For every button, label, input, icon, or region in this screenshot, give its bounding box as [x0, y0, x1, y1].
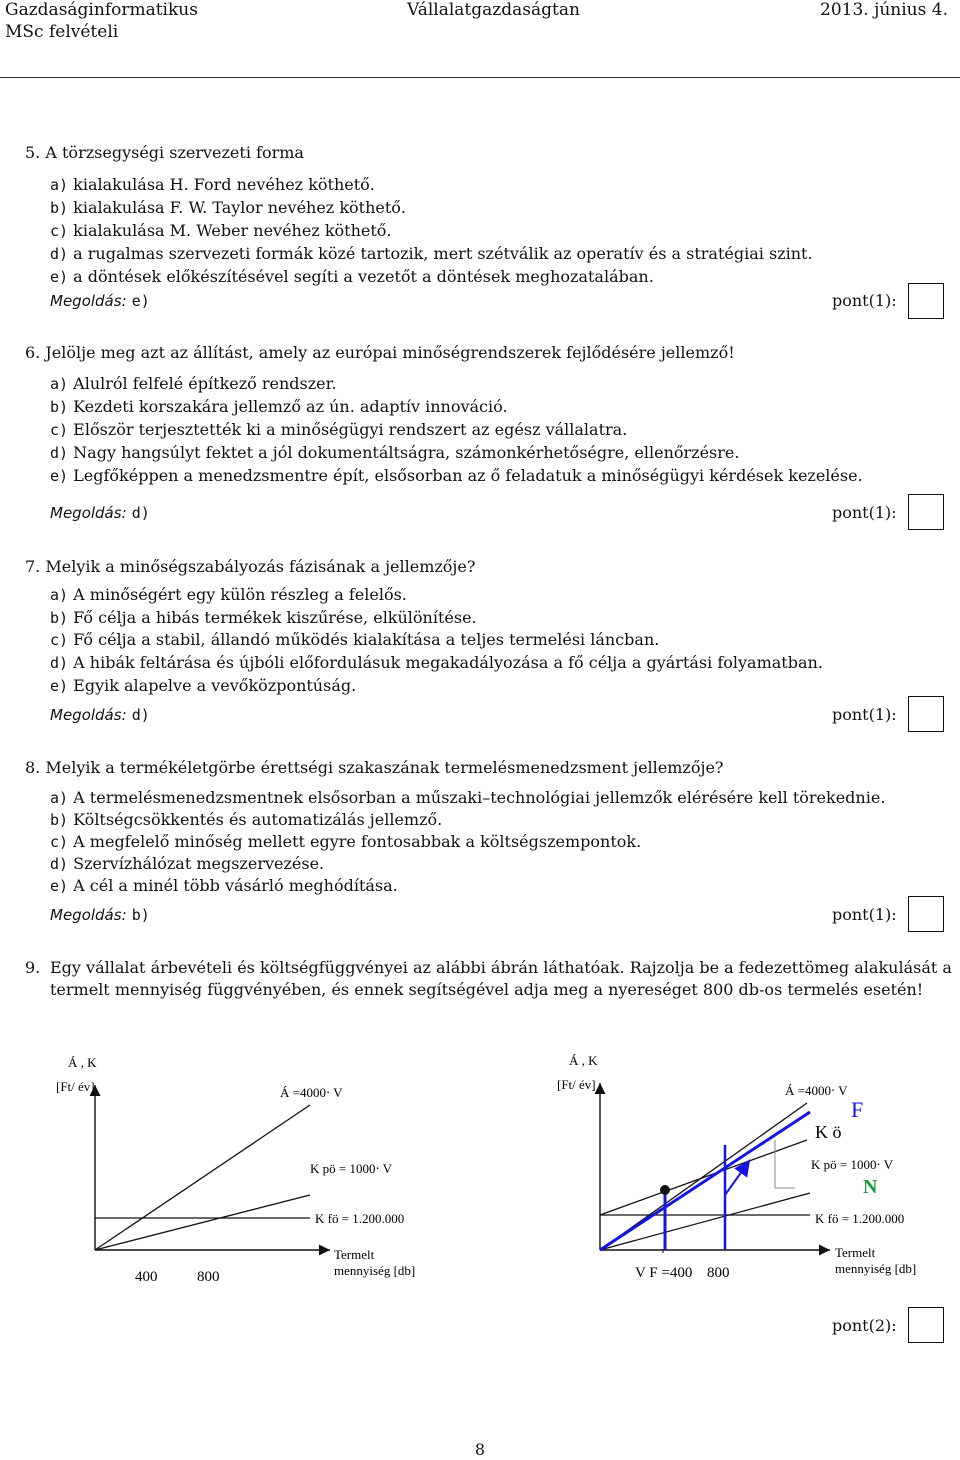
points-label: pont(1):: [832, 905, 897, 924]
option-b: [50, 397, 508, 416]
option-text: a rugalmas szervezeti formák közé tartozik, mert szétválik az operatív és a stratégiai szint.: [73, 244, 813, 263]
question-text: Melyik a termékéletgörbe érettségi szakaszának termelésmenedzsment jellemzője?: [45, 758, 724, 777]
option-text: Fő célja a hibás termékek kiszűrése, elkülönítése.: [73, 608, 477, 627]
revenue-label: Á =4000⋅ V: [280, 1085, 343, 1100]
question-text: Jelölje meg azt az állítást, amely az európai minőségrendszerek fejlődésére jellemző!: [45, 343, 735, 362]
tick-400: 400: [135, 1269, 158, 1285]
option-label: d): [50, 654, 69, 672]
solution-label: Megoldás:: [50, 706, 127, 724]
option-text: Költségcsökkentés és automatizálás jellemző.: [73, 810, 443, 829]
header-exam: MSc felvételi: [5, 22, 119, 42]
option-a: [50, 374, 337, 393]
question-7: [25, 557, 475, 576]
total-cost-line: [600, 1140, 807, 1215]
header-subject: Gazdaságinformatikus: [5, 0, 198, 20]
tick-800: 800: [707, 1265, 730, 1281]
question-8: [25, 758, 723, 777]
x-axis-label-2: mennyiség [db]: [835, 1261, 917, 1276]
solution-line: [50, 503, 150, 522]
option-e: [50, 876, 398, 895]
question-text: Melyik a minőségszabályozás fázisának a jellemzője?: [45, 557, 476, 576]
total-cost-label: K ö: [815, 1122, 842, 1142]
option-c: [50, 630, 659, 649]
variable-cost-line: [95, 1195, 310, 1250]
option-e: [50, 267, 654, 286]
score-box[interactable]: [908, 1307, 944, 1343]
revenue-line: [95, 1105, 310, 1250]
option-text: A termelésmenedzsmentnek elsősorban a műszaki–technológiai jellemzők elérésére kell törekednie.: [73, 788, 886, 807]
option-text: A hibák feltárása és újbóli előfordulásuk megakadályozása a fő célja a gyártási folyamatban.: [73, 653, 823, 672]
breakeven-point: [660, 1185, 670, 1195]
question-text: A törzsegységi szervezeti forma: [45, 143, 304, 162]
option-label: c): [50, 631, 69, 649]
option-text: Fő célja a stabil, állandó működés kialakítása a teljes termelési láncban.: [73, 630, 660, 649]
y-axis-label: Á , K: [68, 1055, 97, 1070]
question-number: 8.: [25, 758, 41, 777]
option-label: c): [50, 421, 69, 439]
option-label: c): [50, 222, 69, 240]
y-axis-unit: [Ft/ év]: [56, 1079, 95, 1094]
option-label: c): [50, 833, 69, 851]
y-axis-label: Á , K: [569, 1053, 598, 1068]
option-text: Egyik alapelve a vevőközpontúság.: [73, 676, 357, 695]
option-text: kialakulása H. Ford nevéhez köthető.: [73, 175, 375, 194]
variable-cost-label: K pö = 1000⋅ V: [310, 1161, 393, 1176]
solution-line: [50, 705, 150, 724]
solution-label: Megoldás:: [50, 292, 127, 310]
contribution-line: [600, 1112, 810, 1250]
question-9-text-line1: Egy vállalat árbevételi és költségfüggvényei az alábbi ábrán láthatóak. Rajzolja be a fedezettömeg alakulását a: [50, 958, 952, 977]
option-label: d): [50, 444, 69, 462]
header-date: 2013. június 4.: [820, 0, 948, 20]
option-label: a): [50, 789, 69, 807]
score-box[interactable]: [908, 494, 944, 530]
option-c: [50, 832, 641, 851]
option-text: A megfelelő minőség mellett egyre fontosabbak a költségszempontok.: [73, 832, 642, 851]
variable-cost-label: K pö = 1000⋅ V: [811, 1157, 894, 1172]
points-label-2: pont(2):: [832, 1316, 897, 1335]
option-b: [50, 810, 442, 829]
x-axis-label-1: Termelt: [835, 1245, 876, 1260]
solution-value: e): [131, 292, 150, 310]
question-6: [25, 343, 735, 362]
option-text: Szervízhálózat megszervezése.: [73, 854, 325, 873]
option-label: b): [50, 811, 69, 829]
solution-line: [50, 905, 150, 924]
option-c: [50, 420, 627, 439]
option-label: e): [50, 877, 69, 895]
option-d: [50, 854, 324, 873]
solution-line: [50, 291, 150, 310]
option-label: a): [50, 586, 69, 604]
option-a: [50, 175, 375, 194]
option-a: [50, 788, 885, 807]
points-label: pont(1):: [832, 705, 897, 724]
option-label: e): [50, 467, 69, 485]
diagram-left: [40, 1045, 440, 1295]
page-number: 8: [474, 1440, 486, 1459]
x-axis-label-2: mennyiség [db]: [334, 1263, 416, 1278]
points-label: pont(1):: [832, 291, 897, 310]
option-d: [50, 443, 739, 462]
option-label: a): [50, 176, 69, 194]
option-e: [50, 466, 863, 485]
solution-label: Megoldás:: [50, 906, 127, 924]
solution-value: d): [131, 706, 150, 724]
question-5: [25, 143, 304, 162]
question-number: 6.: [25, 343, 41, 362]
option-d: [50, 244, 813, 263]
option-label: d): [50, 855, 69, 873]
revenue-label: Á =4000⋅ V: [785, 1083, 848, 1098]
option-label: e): [50, 677, 69, 695]
diagram-right: [545, 1045, 945, 1295]
option-e: [50, 676, 356, 695]
option-text: Legfőképpen a menedzsmentre épít, elsősorban az ő feladatuk a minőségügyi kérdések kezelése.: [73, 466, 863, 485]
y-axis-unit: [Ft/ év]: [557, 1077, 596, 1092]
option-text: kialakulása F. W. Taylor nevéhez köthető.: [73, 198, 406, 217]
option-b: [50, 198, 406, 217]
option-text: kialakulása M. Weber nevéhez köthető.: [73, 221, 392, 240]
header-rule: [0, 77, 960, 78]
option-text: Nagy hangsúlyt fektet a jól dokumentáltságra, számonkérhetőségre, ellenőrzésre.: [73, 443, 740, 462]
solution-value: d): [131, 504, 150, 522]
solution-label: Megoldás:: [50, 504, 127, 522]
variable-cost-line: [600, 1193, 810, 1250]
option-text: A minőségért egy külön részleg a felelős.: [73, 585, 407, 604]
option-text: a döntések előkészítésével segíti a vezetőt a döntések meghozatalában.: [73, 267, 654, 286]
option-label: b): [50, 609, 69, 627]
option-label: d): [50, 245, 69, 263]
question-number: 7.: [25, 557, 41, 576]
score-box[interactable]: [908, 283, 944, 319]
tick-800: 800: [197, 1269, 220, 1285]
score-box[interactable]: [908, 696, 944, 732]
fixed-cost-label: K fö = 1.200.000: [815, 1211, 905, 1226]
question-number: 5.: [25, 143, 41, 162]
option-label: a): [50, 375, 69, 393]
option-a: [50, 585, 407, 604]
solution-value: b): [131, 906, 150, 924]
option-label: b): [50, 199, 69, 217]
header-course: Vállalatgazdaságtan: [407, 0, 580, 20]
option-b: [50, 608, 477, 627]
option-text: Először terjesztették ki a minőségügyi rendszert az egész vállalatra.: [73, 420, 628, 439]
tick-breakeven: V F =400: [635, 1265, 693, 1281]
option-text: A cél a minél több vásárló meghódítása.: [73, 876, 398, 895]
question-9-number: 9.: [25, 958, 41, 977]
score-box[interactable]: [908, 896, 944, 932]
x-axis-label-1: Termelt: [334, 1247, 375, 1262]
option-label: b): [50, 398, 69, 416]
question-9-text-line2: termelt mennyiség függvényében, és ennek segítségével adja meg a nyereséget 800 db-os termelés esetén!: [50, 980, 924, 999]
points-label: pont(1):: [832, 503, 897, 522]
option-d: [50, 653, 823, 672]
option-text: Kezdeti korszakára jellemző az ún. adaptív innováció.: [73, 397, 508, 416]
option-text: Alulról felfelé építkező rendszer.: [73, 374, 337, 393]
option-label: e): [50, 268, 69, 286]
profit-label: N: [863, 1176, 878, 1198]
contribution-label: F: [851, 1097, 864, 1122]
fixed-cost-label: K fö = 1.200.000: [315, 1211, 405, 1226]
option-c: [50, 221, 392, 240]
